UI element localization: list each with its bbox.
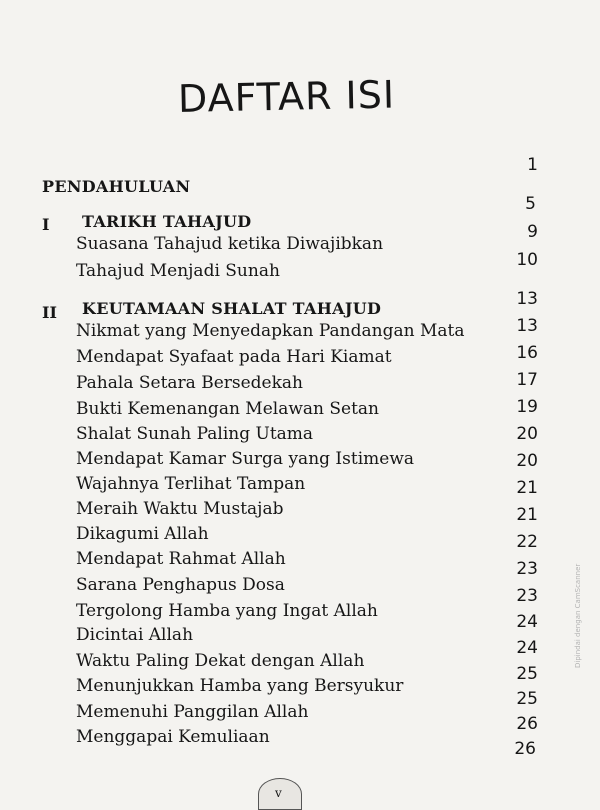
toc-entry: Nikmat yang Menyedapkan Pandangan Mata	[76, 321, 465, 341]
toc-entry: Memenuhi Panggilan Allah	[76, 702, 309, 722]
toc-entry-page: 24	[516, 638, 538, 658]
toc-entry-page: 20	[516, 451, 538, 471]
toc-entry: Mendapat Kamar Surga yang Istimewa	[76, 449, 414, 469]
toc-entry: Dikagumi Allah	[76, 524, 209, 544]
toc-entry-page: 26	[516, 714, 538, 734]
page-title: DAFTAR ISI	[177, 72, 396, 122]
scanner-watermark: Dipindai dengan CamScanner	[574, 563, 582, 668]
toc-entry-page: 25	[516, 689, 538, 709]
toc-entry-page: 21	[516, 505, 538, 525]
toc-entry: Menggapai Kemuliaan	[76, 727, 270, 747]
toc-entry: Waktu Paling Dekat dengan Allah	[76, 651, 365, 671]
toc-entry-page: 21	[516, 478, 538, 498]
toc-entry-page: 22	[516, 532, 538, 552]
toc-entry: Dicintai Allah	[76, 625, 194, 645]
toc-entry-page: 20	[516, 424, 538, 444]
toc-entry-page: 23	[516, 559, 538, 579]
preface-label: PENDAHULUAN	[42, 177, 191, 196]
preface-page: 1	[527, 155, 538, 175]
chapter-numeral: II	[42, 303, 57, 322]
toc-entry: Tahajud Menjadi Sunah	[76, 261, 280, 281]
toc-entry-page: 26	[514, 739, 536, 759]
toc-entry-page: 16	[516, 343, 538, 363]
toc-entry-page: 25	[516, 664, 538, 684]
toc-entry: Pahala Setara Bersedekah	[76, 373, 304, 393]
toc-entry: Meraih Waktu Mustajab	[76, 499, 284, 519]
toc-entry-page: 10	[516, 250, 538, 270]
toc-entry: Mendapat Rahmat Allah	[76, 549, 286, 569]
chapter-title: TARIKH TAHAJUD	[82, 212, 252, 231]
toc-entry-page: 19	[516, 397, 538, 417]
toc-entry: Wajahnya Terlihat Tampan	[76, 474, 306, 494]
toc-entry-page: 24	[516, 612, 538, 632]
toc-entry-page: 17	[516, 370, 538, 390]
toc-entry: Menunjukkan Hamba yang Bersyukur	[76, 676, 404, 696]
toc-entry: Mendapat Syafaat pada Hari Kiamat	[76, 347, 392, 367]
chapter-numeral: I	[42, 215, 50, 234]
chapter-page: 13	[516, 289, 538, 309]
toc-entry-page: 9	[527, 222, 538, 242]
toc-entry: Sarana Penghapus Dosa	[76, 575, 285, 595]
toc-entry: Shalat Sunah Paling Utama	[76, 424, 314, 444]
folio-number: v	[275, 786, 282, 800]
toc-entry: Tergolong Hamba yang Ingat Allah	[76, 601, 378, 621]
toc-entry-page: 13	[516, 316, 538, 336]
toc-entry-page: 23	[516, 586, 538, 606]
toc-entry: Suasana Tahajud ketika Diwajibkan	[76, 234, 384, 254]
chapter-page: 5	[525, 194, 536, 214]
toc-entry: Bukti Kemenangan Melawan Setan	[76, 399, 380, 419]
chapter-title: KEUTAMAAN SHALAT TAHAJUD	[82, 299, 382, 318]
